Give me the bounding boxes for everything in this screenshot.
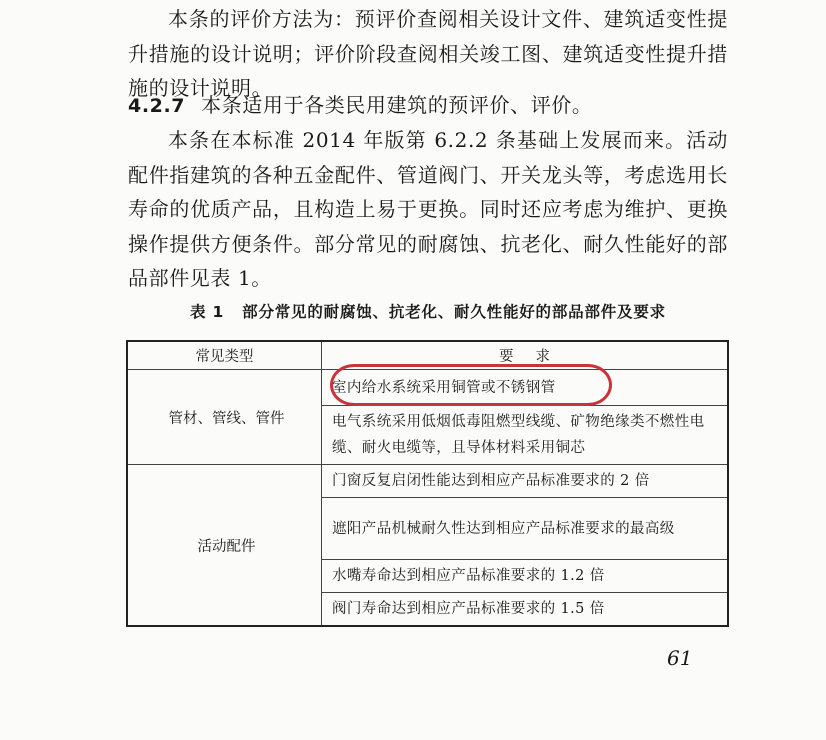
table-caption-title: 部分常见的耐腐蚀、抗老化、耐久性能好的部品部件及要求 xyxy=(242,303,666,321)
requirement-cell: 遮阳产品机械耐久性达到相应产品标准要求的最高级 xyxy=(322,498,729,560)
requirement-cell: 室内给水系统采用铜管或不锈钢管 xyxy=(322,370,729,406)
table-caption xyxy=(128,300,728,322)
requirement-cell: 水嘴寿命达到相应产品标准要求的 1.2 倍 xyxy=(322,560,729,593)
clause-heading xyxy=(128,88,728,124)
components-table xyxy=(126,340,729,627)
table-row xyxy=(127,370,728,406)
evaluation-method-paragraph: 本条的评价方法为：预评价查阅相关设计文件、建筑适变性提升措施的设计说明；评价阶段查阅相关竣工图、建筑适变性提升措施的设计说明。 xyxy=(128,7,728,100)
header-type: 常见类型 xyxy=(127,341,322,370)
category-cell-movable-parts: 活动配件 xyxy=(127,465,322,627)
table-header-row xyxy=(127,341,728,370)
clause-body-paragraph: 本条在本标准 2014 年版第 6.2.2 条基础上发展而来。活动配件指建筑的各种五金配件、管道阀门、开关龙头等，考虑选用长寿命的优质产品，且构造上易于更换。同时还应考虑为维护、更换操作提供方便条件。部分常见的耐腐蚀、抗老化、耐久性能好的部品部件见表 1。 xyxy=(128,128,728,290)
table-row xyxy=(127,465,728,498)
page-number: 61 xyxy=(667,646,693,670)
requirement-cell: 门窗反复启闭性能达到相应产品标准要求的 2 倍 xyxy=(322,465,729,498)
clause-scope: 本条适用于各类民用建筑的预评价、评价。 xyxy=(201,93,593,117)
category-cell-pipes: 管材、管线、管件 xyxy=(127,370,322,465)
clause-number: 4.2.7 xyxy=(128,95,186,117)
requirement-cell: 电气系统采用低烟低毒阻燃型线缆、矿物绝缘类不燃性电缆、耐火电缆等，且导体材料采用铜芯 xyxy=(322,406,729,465)
requirement-cell: 阀门寿命达到相应产品标准要求的 1.5 倍 xyxy=(322,593,729,627)
table-caption-number: 表 1 xyxy=(190,303,225,321)
header-requirement: 要求 xyxy=(322,341,729,370)
